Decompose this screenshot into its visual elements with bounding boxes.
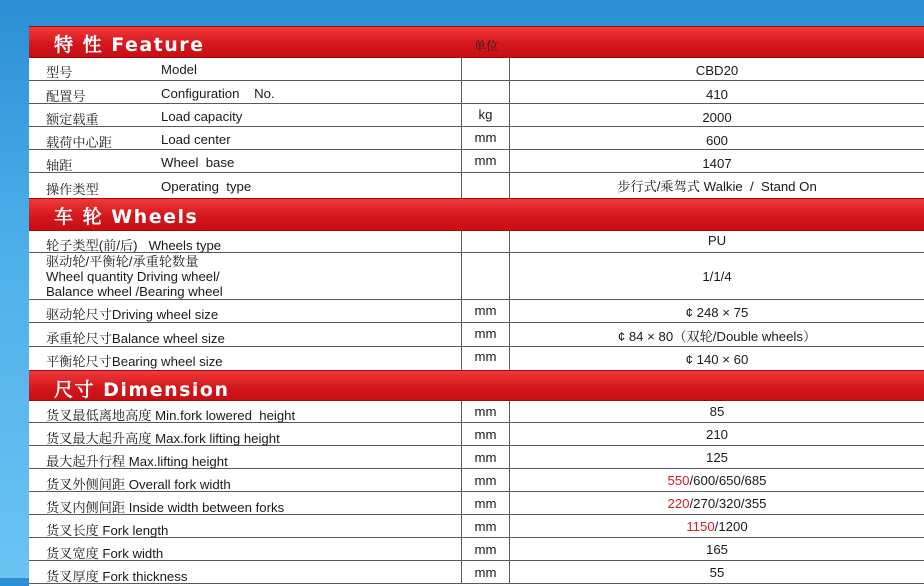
value-cell: 410 [510,81,924,104]
label-cell [29,538,462,561]
value-highlight: 550 [667,473,690,488]
label-text: 货叉内侧间距 Inside width between forks [46,500,285,515]
unit-cell: mm [462,469,510,492]
label-text: 驱动轮尺寸Driving wheel size [46,307,219,322]
label-cell [29,561,462,584]
value-cell [510,469,924,492]
table-row [29,253,924,300]
label-cell [29,347,462,370]
table-row [29,469,924,492]
section-title-feature: 特 性 Feature [54,34,205,56]
label-line: Wheel quantity Driving wheel/ [46,269,220,284]
table-row [29,300,924,323]
unit-cell: mm [462,401,510,423]
unit-cell [462,81,510,104]
label-text: 货叉最大起升高度 Max.fork lifting height [46,431,280,446]
label-cell [29,492,462,515]
label-line: 驱动轮/平衡轮/承重轮数量 [46,254,199,269]
value-rest: /1200 [714,519,748,534]
label-text: 货叉长度 Fork length [46,523,169,538]
table-row [29,104,924,127]
table-row [29,492,924,515]
value-cell: 1/1/4 [510,253,924,300]
section-title-dimension: 尺寸 Dimension [54,379,230,401]
table-row [29,423,924,446]
label-cell [29,231,462,253]
label-cell [29,150,462,173]
value-cell: 85 [510,401,924,423]
table-row [29,231,924,253]
value-cell: ¢ 248 × 75 [510,300,924,323]
unit-cell: mm [462,347,510,370]
value-rest: /270/320/355 [689,496,767,511]
unit-cell: mm [462,300,510,323]
unit-cell [462,231,510,253]
label-cell [29,469,462,492]
table-row [29,538,924,561]
label-cn: 额定载重 [46,112,99,127]
unit-cell [462,173,510,198]
label-text: 货叉厚度 Fork thickness [46,569,188,584]
label-cell [29,81,462,104]
label-text: 承重轮尺寸Balance wheel size [46,331,225,346]
label-cell [29,401,462,423]
label-cell [29,127,462,150]
unit-cell [462,58,510,81]
label-line: Balance wheel /Bearing wheel [46,284,223,299]
unit-cell: mm [462,515,510,538]
label-cell [29,446,462,469]
table-row [29,561,924,584]
label-cell [29,323,462,347]
table-row [29,150,924,173]
value-cell: 600 [510,127,924,150]
section-title-wheels: 车 轮 Wheels [54,206,199,228]
label-en: Configuration No. [161,86,275,101]
label-cn: 操作类型 [46,182,99,197]
label-cn: 载荷中心距 [46,135,112,150]
label-text: 货叉最低离地高度 Min.fork lowered height [46,408,296,423]
table-row [29,127,924,150]
label-cell [29,300,462,323]
label-cell [29,104,462,127]
label-en: Operating type [161,179,252,194]
unit-cell: mm [462,446,510,469]
unit-cell: mm [462,127,510,150]
value-cell: ¢ 140 × 60 [685,352,749,367]
value-highlight: 220 [667,496,690,511]
table-row [29,173,924,198]
spec-sheet [29,26,924,586]
label-cn: 型号 [46,65,73,80]
table-row [29,323,924,347]
label-cell [29,58,462,81]
label-cn: 配置号 [46,89,86,104]
value-rest: /600/650/685 [689,473,767,488]
value-cell: 55 [510,561,924,584]
label-cell [29,515,462,538]
label-en: Model [161,62,197,77]
value-cell: PU [510,231,924,253]
unit-cell: mm [462,423,510,446]
value-cell [510,515,924,538]
value-cell: 125 [510,446,924,469]
label-cell [29,173,462,198]
value-highlight: 1150 [686,519,715,534]
table-row [29,515,924,538]
section-header-wheels [29,198,924,231]
unit-cell: mm [462,323,510,347]
table-row [29,401,924,423]
table-row [29,81,924,104]
unit-cell: mm [462,538,510,561]
value-cell: CBD20 [510,58,924,81]
value-cell: 210 [510,423,924,446]
unit-cell: mm [462,492,510,515]
label-cell [29,253,462,300]
label-cn: 轴距 [46,158,73,173]
value-cell: 2000 [510,104,924,127]
value-cell: 步行式/乘驾式 Walkie / Stand On [617,179,817,194]
value-cell: 1407 [510,150,924,173]
label-en: Load capacity [161,109,243,124]
value-cell: 165 [510,538,924,561]
unit-cell: mm [462,561,510,584]
table-row [29,58,924,81]
label-text: 最大起升行程 Max.lifting height [46,454,228,469]
value-cell [510,492,924,515]
label-en: Load center [161,132,231,147]
table-row [29,446,924,469]
label-text: 货叉宽度 Fork width [46,546,164,561]
label-cell [29,423,462,446]
table-row [29,347,924,370]
label-en: Wheel base [161,155,235,170]
unit-cell: kg [462,104,510,127]
section-header-dimension [29,370,924,401]
section-header-feature [29,26,924,58]
label-text: 轮子类型(前/后) Wheels type [46,238,222,253]
unit-cell: mm [462,150,510,173]
unit-column-header: 单位 [474,39,499,53]
unit-cell [462,253,510,300]
value-cell: ¢ 84 × 80（双轮/Double wheels） [510,323,924,347]
label-text: 平衡轮尺寸Bearing wheel size [46,354,223,369]
label-text: 货叉外侧间距 Overall fork width [46,477,231,492]
